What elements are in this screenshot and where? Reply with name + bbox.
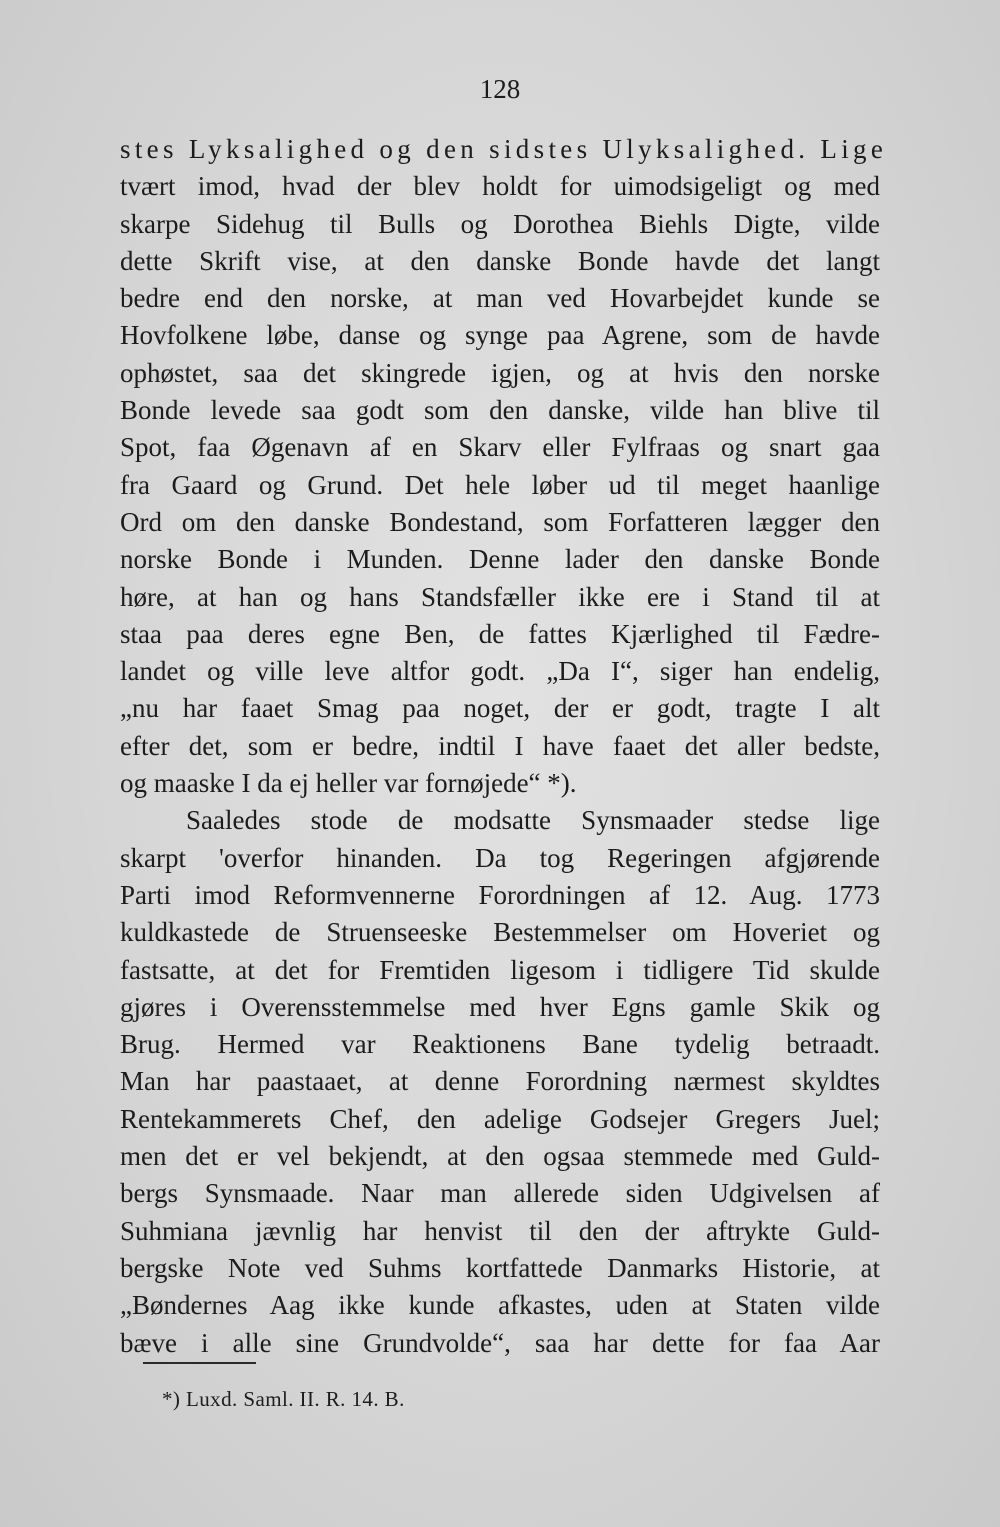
text-line: Suhmiana jævnlig har henvist til den der aftrykte Guld-: [120, 1215, 880, 1246]
text-line: Rentekammerets Chef, den adelige Godsejer Gregers Juel;: [120, 1103, 880, 1134]
text-line: Spot, faa Øgenavn af en Skarv eller Fylfraas og snart gaa: [120, 432, 880, 463]
text-line: bergske Note ved Suhms kortfattede Danmarks Historie, at: [120, 1252, 880, 1283]
text-line: norske Bonde i Munden. Denne lader den danske Bonde: [120, 544, 880, 575]
text-line: landet og ville leve altfor godt. „Da I“, siger han endelig,: [120, 656, 880, 687]
text-line: efter det, som er bedre, indtil I have faaet det aller bedste,: [120, 730, 880, 761]
text-line: kuldkastede de Struenseeske Bestemmelser om Hoveriet og: [120, 917, 880, 948]
footnote: *) Luxd. Saml. II. R. 14. B.: [162, 1387, 405, 1411]
text-line: Bonde levede saa godt som den danske, vilde han blive til: [120, 395, 880, 426]
paragraph-end-line: og maaske I da ej heller var fornøjede“ *).: [120, 768, 577, 799]
footnote-divider: [143, 1362, 256, 1364]
text-line: Man har paastaaet, at denne Forordning nærmest skyldtes: [120, 1066, 880, 1097]
text-line: høre, at han og hans Standsfæller ikke ere i Stand til at: [120, 581, 880, 612]
text-line: men det er vel bekjendt, at den ogsaa stemmede med Guld-: [120, 1141, 880, 1172]
text-line: bergs Synsmaade. Naar man allerede siden Udgivelsen af: [120, 1178, 880, 1209]
text-line: stes Lyksalighed og den sidstes Ulyksalighed. Lige: [120, 134, 888, 164]
text-line: Brug. Hermed var Reaktionens Bane tydelig betraadt.: [120, 1029, 880, 1060]
text-line: bæve i alle sine Grundvolde“, saa har dette for faa Aar: [120, 1327, 880, 1358]
text-line: „Bøndernes Aag ikke kunde afkastes, uden at Staten vilde: [120, 1290, 880, 1321]
text-line: ophøstet, saa det skingrede igjen, og at hvis den norske: [120, 357, 880, 388]
body-text: [120, 131, 888, 1362]
text-line: fastsatte, at det for Fremtiden ligesom i tidligere Tid skulde: [120, 954, 880, 985]
text-line: skarpe Sidehug til Bulls og Dorothea Biehls Digte, vilde: [120, 208, 880, 239]
text-line: skarpt 'overfor hinanden. Da tog Regeringen afgjørende: [120, 842, 880, 873]
text-line: Hovfolkene løbe, danse og synge paa Agrene, som de havde: [120, 320, 880, 351]
text-line: staa paa deres egne Ben, de fattes Kjærlighed til Fædre-: [120, 618, 880, 649]
text-line: Ord om den danske Bondestand, som Forfatteren lægger den: [120, 506, 880, 537]
paragraph-start-line: Saaledes stode de modsatte Synsmaader stedse lige: [186, 805, 880, 836]
text-line: tvært imod, hvad der blev holdt for uimodsigeligt og med: [120, 171, 880, 202]
text-line: bedre end den norske, at man ved Hovarbejdet kunde se: [120, 283, 880, 314]
text-line: „nu har faaet Smag paa noget, der er godt, tragte I alt: [120, 693, 880, 724]
page-number: 128: [479, 74, 521, 104]
text-line: Parti imod Reformvennerne Forordningen af 12. Aug. 1773: [120, 879, 880, 910]
text-line: fra Gaard og Grund. Det hele løber ud til meget haanlige: [120, 469, 880, 500]
text-line: gjøres i Overensstemmelse med hver Egns gamle Skik og: [120, 991, 880, 1022]
text-line: dette Skrift vise, at den danske Bonde havde det langt: [120, 245, 880, 276]
